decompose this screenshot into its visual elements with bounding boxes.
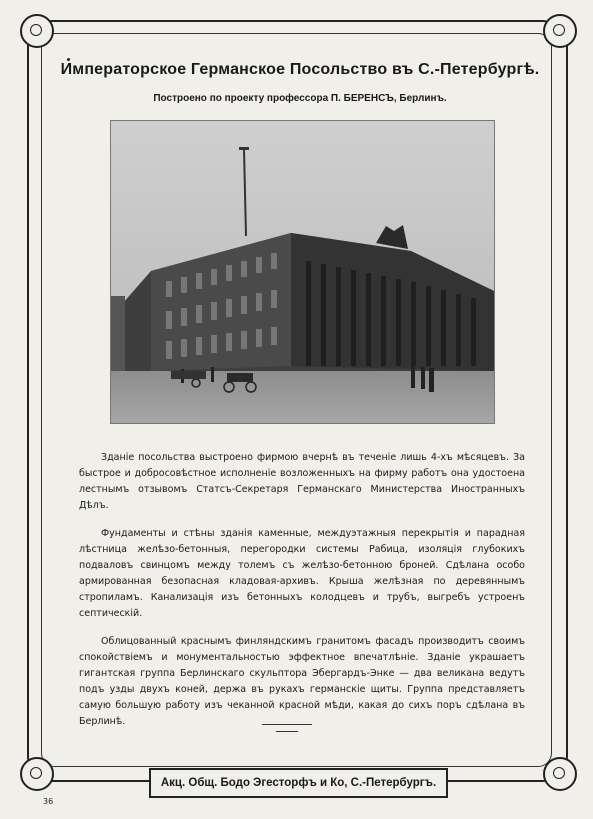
corner-ornament-icon	[20, 14, 54, 48]
corner-ornament-icon	[543, 14, 577, 48]
divider	[276, 731, 298, 732]
paragraph: Фундаменты и стѣны зданія каменные, междуэтажныя перекрытія и парадная лѣстница желѣзо-бетонныя, перегородки системы Рабица, изоляція глубокихъ подваловъ свинцомъ между толемъ съ желѣзо-бетонною броней. Сдѣлана особо армированная безопасная кладовая-архивъ. Крыша желѣзная по деревяннымъ стропиламъ. Канализація изъ бетонныхъ колодцевъ и трубъ, выгребъ устроенъ септическій.	[79, 528, 525, 619]
corner-ornament-icon	[543, 757, 577, 791]
page-number: 36	[43, 797, 54, 806]
building-photo	[110, 120, 495, 424]
page-title: Императорское Германское Посольство въ С.-Петербургѣ.	[60, 61, 540, 78]
paragraph: Зданіе посольства выстроено фирмою вчернѣ въ теченіе лишь 4-хъ мѣсяцевъ. За быстрое и добросовѣстное исполненіе возложенныхъ на фирму работъ она удостоена лестнымъ отзывомъ Статсъ-Секретаря Германскаго Министерства Иностранныхъ Дѣлъ.	[79, 452, 525, 511]
building-photo-icon	[111, 121, 494, 423]
page-subtitle: Построено по проекту профессора П. БЕРЕНСЪ, Берлинъ.	[153, 93, 447, 104]
body-text	[79, 450, 525, 742]
company-footer	[149, 768, 448, 798]
divider	[262, 724, 312, 725]
company-name: Акц. Общ. Бодо Эгесторфъ и Ко, С.-Петербургъ.	[160, 777, 437, 789]
corner-ornament-icon	[20, 757, 54, 791]
paragraph: Облицованный краснымъ финляндскимъ гранитомъ фасадъ производитъ своимъ спокойствіемъ и монументальностью эффектное впечатлѣніе. Зданіе украшаетъ гигантская группа Берлинскаго скульптора Эбергардъ-Энке — два великана ведутъ подъ узды двухъ коней, держа въ рукахъ германскіе щиты. Группа представляетъ самую большую работу изъ чеканной красной мѣди, какая до сихъ поръ сдѣлана въ Берлинѣ.	[79, 636, 525, 727]
